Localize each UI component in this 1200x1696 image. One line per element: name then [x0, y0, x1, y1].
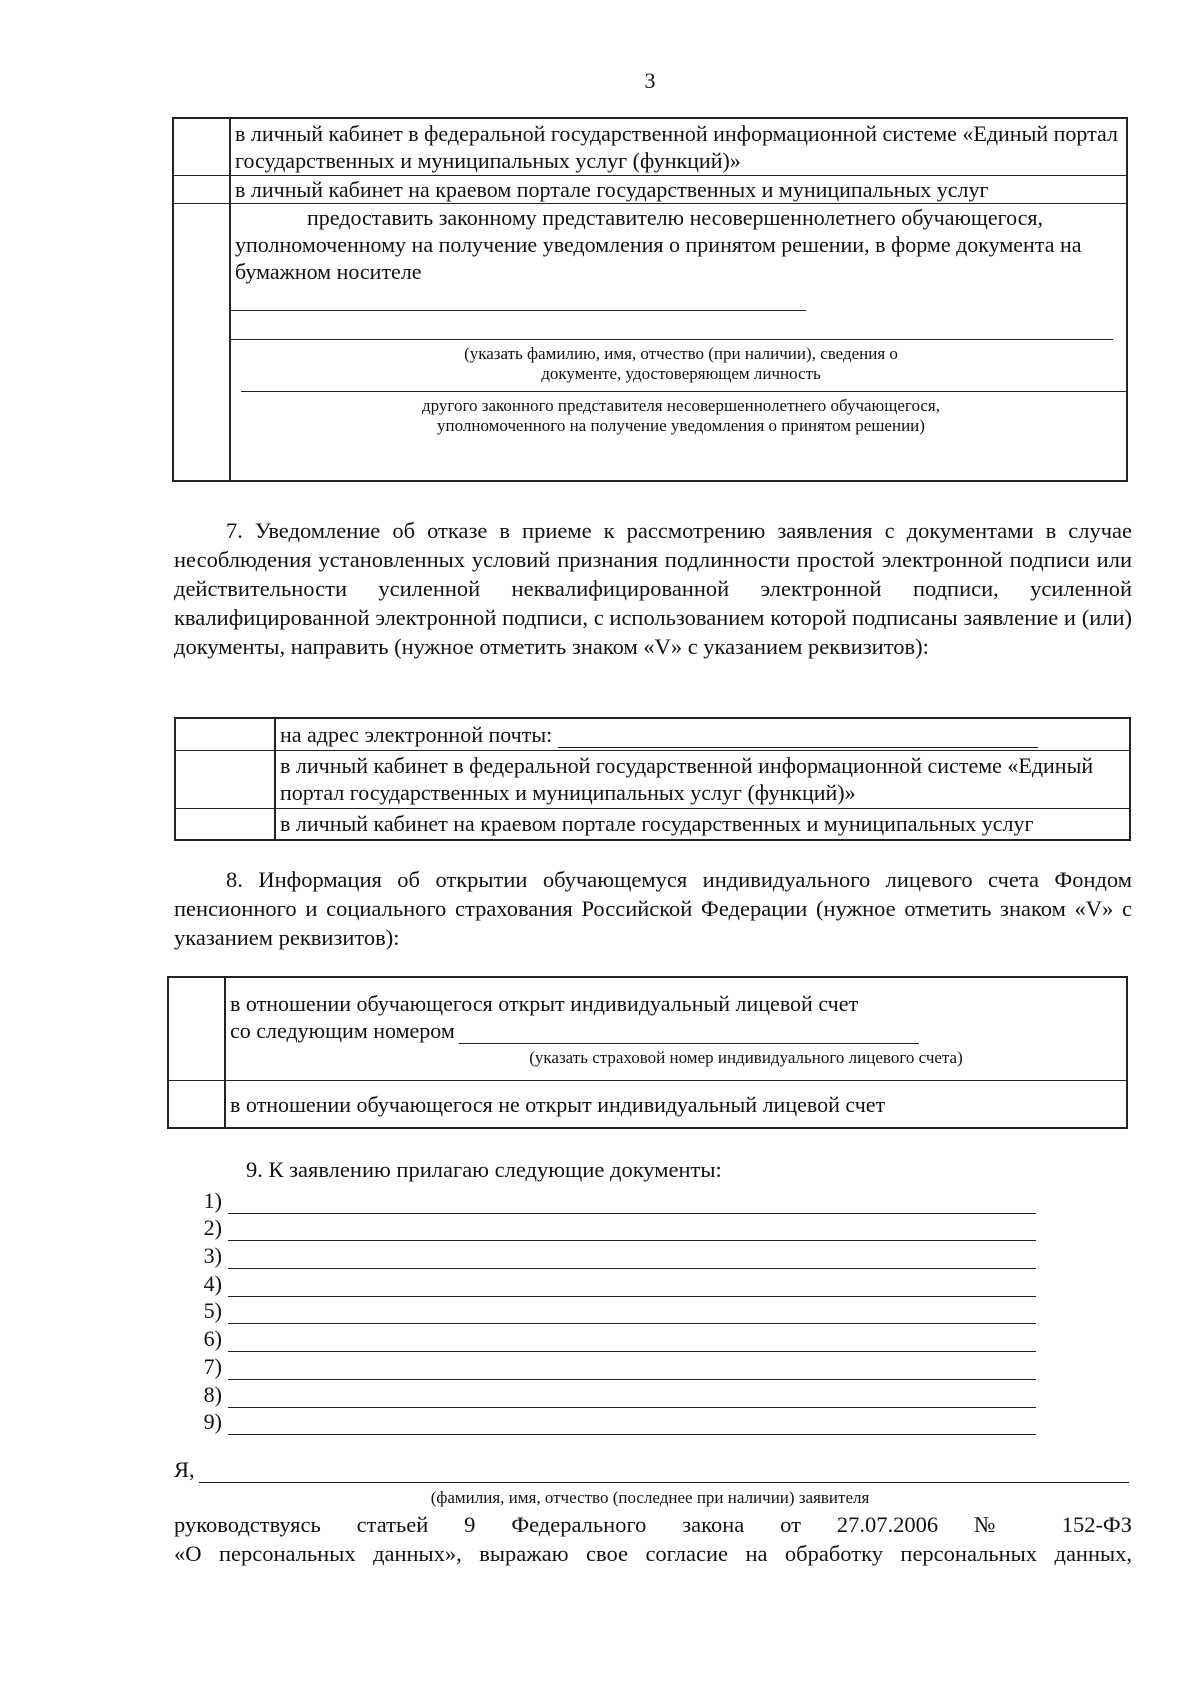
row-text: в отношении обучающегося открыт индивидуальный лицевой счет: [230, 991, 859, 1016]
fill-line: [241, 391, 1127, 392]
checkbox-cell[interactable]: [176, 719, 276, 750]
section-7-paragraph: 7. Уведомление об отказе в приеме к рассмотрению заявления с документами в случае несоблюдения установленных условий признания подлинности простой электронной подписи или действительности усиленной неквалифицированной электронной подписи, усиленной квалифицированной электронной подписи, с использованием которой подписаны заявление и (или) документы, направить (нужное отметить знаком «V» с указанием реквизитов):: [174, 518, 1132, 659]
consent-line-2: «О персональных данных», выражаю свое согласие на обработку персональных данных,: [174, 1541, 1132, 1566]
fill-line: [231, 310, 806, 311]
attachment-field[interactable]: [228, 1193, 1036, 1214]
list-item: 9): [196, 1408, 1036, 1436]
table-row: [169, 1080, 1126, 1127]
attachment-field[interactable]: [228, 1414, 1036, 1435]
applicant-caption: (фамилия, имя, отчество (последнее при наличии) заявителя: [430, 1488, 870, 1507]
table-row: [176, 808, 1129, 839]
attachment-field[interactable]: [228, 1248, 1036, 1269]
table-row: [174, 175, 1126, 203]
attachment-field[interactable]: [228, 1387, 1036, 1408]
checkbox-cell[interactable]: [176, 751, 276, 808]
row-text: в личный кабинет в федеральной государственной информационной системе «Единый портал государственных и муниципальных услуг (функций)»: [280, 753, 1094, 805]
paper-form-cell: [231, 204, 1126, 480]
applicant-name-row: [174, 1457, 1129, 1483]
checkbox-cell[interactable]: [169, 1081, 226, 1127]
row-text: предоставить законному представителю несовершеннолетнего обучающегося, уполномоченному на получение уведомления о принятом решении, в форме документа на бумажном носителе: [235, 205, 1082, 284]
row-text: в личный кабинет в федеральной государственной информационной системе «Единый портал государственных и муниципальных услуг (функций)»: [235, 121, 1118, 173]
i-label: Я,: [174, 1457, 195, 1482]
delivery-method-table: [172, 117, 1128, 482]
row-text: в личный кабинет на краевом портале государственных и муниципальных услуг: [280, 811, 1034, 836]
email-cell: [276, 719, 1129, 750]
page-number: 3: [644, 68, 656, 93]
list-item: 2): [196, 1214, 1036, 1242]
list-item: 1): [196, 1186, 1036, 1214]
row-text: в личный кабинет на краевом портале государственных и муниципальных услуг: [235, 177, 989, 202]
row-text: на адрес электронной почты:: [280, 722, 553, 747]
account-open-cell: [226, 978, 1126, 1080]
applicant-name-field[interactable]: [199, 1462, 1129, 1483]
consent-paragraph: [174, 1510, 1132, 1568]
section-8-paragraph: 8. Информация об открытии обучающемуся индивидуального лицевого счета Фондом пенсионного и социального страхования Российской Федерации (нужное отметить знаком «V» с указанием реквизитов):: [174, 867, 1132, 950]
caption: (указать страховой номер индивидуального лицевого счета): [529, 1048, 963, 1067]
attachment-field[interactable]: [228, 1276, 1036, 1297]
caption: другого законного представителя несовершеннолетнего обучающегося, уполномоченного на получение уведомления о принятом решении): [422, 396, 940, 435]
checkbox-cell[interactable]: [176, 809, 276, 839]
section-9-heading: 9. К заявлению прилагаю следующие документы:: [246, 1157, 722, 1182]
attachment-field[interactable]: [228, 1331, 1036, 1352]
checkbox-cell[interactable]: [174, 204, 231, 480]
table-row: [174, 203, 1126, 480]
fill-line: [231, 339, 1113, 340]
attachment-field[interactable]: [228, 1220, 1036, 1241]
attachment-field[interactable]: [228, 1359, 1036, 1380]
list-item: 7): [196, 1352, 1036, 1380]
list-item: 8): [196, 1380, 1036, 1408]
list-item: 6): [196, 1324, 1036, 1352]
email-field[interactable]: [558, 727, 1038, 748]
checkbox-cell[interactable]: [174, 119, 231, 175]
attachments-list: [196, 1186, 1036, 1435]
checkbox-cell[interactable]: [174, 176, 231, 203]
caption: (указать фамилию, имя, отчество (при наличии), сведения о документе, удостоверяющем личность: [464, 344, 898, 383]
checkbox-cell[interactable]: [169, 978, 226, 1080]
table-row: [169, 978, 1126, 1080]
row-text-2: со следующим номером: [230, 1017, 1122, 1044]
list-item: 4): [196, 1269, 1036, 1297]
row-text: в отношении обучающегося не открыт индивидуальный лицевой счет: [230, 1092, 886, 1117]
table-row: [176, 719, 1129, 750]
table-row: [174, 119, 1126, 175]
table-row: [176, 750, 1129, 808]
consent-line-1: руководствуясь статьей 9 Федерального закона от 27.07.2006 № 152-ФЗ: [174, 1512, 1132, 1537]
account-info-table: [167, 976, 1128, 1129]
attachment-field[interactable]: [228, 1303, 1036, 1324]
account-number-field[interactable]: [459, 1023, 919, 1044]
list-item: 5): [196, 1297, 1036, 1325]
list-item: 3): [196, 1241, 1036, 1269]
refusal-notice-table: [174, 717, 1131, 841]
